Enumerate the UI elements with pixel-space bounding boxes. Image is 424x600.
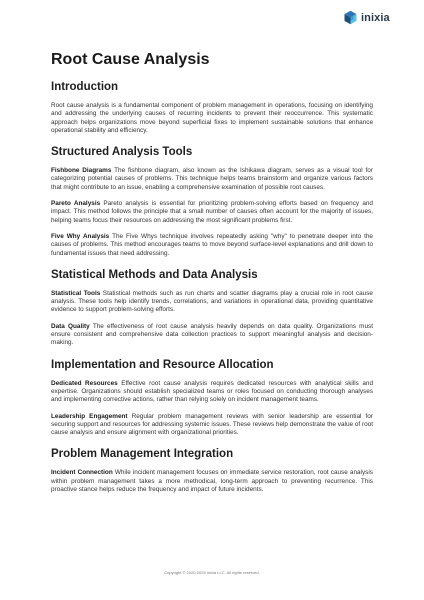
paragraph-text: Regular problem management reviews with senior leadership are essential for securing support and resources for addressing systemic issues. These reviews help demonstrate the value of root cause analysis and ensure alignment with organizational priorities.	[51, 412, 373, 437]
section-heading: Implementation and Resource Allocation	[51, 358, 274, 371]
section-paragraph	[51, 102, 373, 135]
brand-logo	[343, 10, 390, 25]
section-heading: Structured Analysis Tools	[51, 146, 193, 159]
section-paragraph	[51, 413, 373, 438]
paragraph-text: Root cause analysis is a fundamental component of problem management in operations, focusing on identifying and addressing the underlying causes of recurring incidents to prevent their reoccurrence. This systematic approach helps organizations move beyond superficial fixes to implement sustainable solutions that enhance operational stability and efficiency.	[51, 102, 373, 134]
document-title: Root Cause Analysis	[51, 51, 210, 68]
section-paragraph	[51, 200, 373, 225]
section-paragraph	[51, 469, 373, 494]
paragraph-text: The fishbone diagram, also known as the Ishikawa diagram, serves as a visual tool for categorizing potential causes of problems. This technique helps teams brainstorm and organize various factors that might contribute to an issue, enabling a comprehensive examination of possible root causes.	[51, 167, 373, 191]
paragraph-text: Effective root cause analysis requires dedicated resources with analytical skills and expertise. Organizations should establish specialized teams or roles focused on conducting thorough analyses and implementing corrective actions, rather than relying solely on incident management teams.	[51, 379, 373, 404]
paragraph-lead-term: Statistical Tools	[51, 289, 101, 297]
section-paragraph	[51, 323, 373, 348]
paragraph-lead-term: Fishbone Diagrams	[51, 167, 112, 175]
document-body	[51, 50, 373, 494]
section-heading: Statistical Methods and Data Analysis	[51, 268, 258, 281]
paragraph-lead-term: Dedicated Resources	[51, 379, 118, 387]
section-heading: Problem Management Integration	[51, 448, 234, 461]
section-heading: Introduction	[51, 81, 119, 93]
paragraph-lead-term: Incident Connection	[51, 469, 113, 477]
inixia-logo-icon	[343, 10, 358, 25]
paragraph-text: The effectiveness of root cause analysis heavily depends on data quality. Organizations must ensure consistent and comprehensive data collection practices to support meaningful analysis and decision-making.	[51, 322, 374, 347]
paragraph-text: Statistical methods such as run charts and scatter diagrams play a crucial role in root cause analysis. These tools help identify trends, correlations, and variations in operational data, providing quantitative evidence to support problem-solving efforts.	[51, 289, 373, 314]
sections-container	[51, 80, 373, 494]
section-paragraph	[51, 380, 373, 405]
brand-name: inixia	[361, 11, 390, 24]
section-paragraph	[51, 290, 373, 315]
paragraph-lead-term: Pareto Analysis	[51, 200, 101, 208]
paragraph-lead-term: Data Quality	[51, 322, 90, 330]
paragraph-lead-term: Five Why Analysis	[51, 232, 110, 240]
paragraph-text: Pareto analysis is essential for prioritizing problem-solving efforts based on frequency and impact. This method follows the principle that a small number of causes often account for the majority of issues, helping teams focus their resources on addressing the most significant problems first.	[51, 200, 373, 224]
paragraph-text: The Five Whys technique involves repeatedly asking "why" to penetrate deeper into the causes of problems. This method encourages teams to move beyond surface-level explanations and drill down to fundamental issues that need addressing.	[51, 232, 373, 257]
section-paragraph	[51, 167, 373, 192]
paragraph-text: While incident management focuses on immediate service restoration, root cause analysis within problem management takes a more methodical, long-term approach to preventing recurrence. This proactive stance helps reduce the frequency and impact of future incidents.	[51, 469, 373, 494]
paragraph-lead-term: Leadership Engagement	[51, 412, 128, 420]
copyright-footer: Copyright © 2020-2025 Inixia LLC. All rights reserved.	[164, 570, 260, 575]
section-paragraph	[51, 233, 373, 258]
